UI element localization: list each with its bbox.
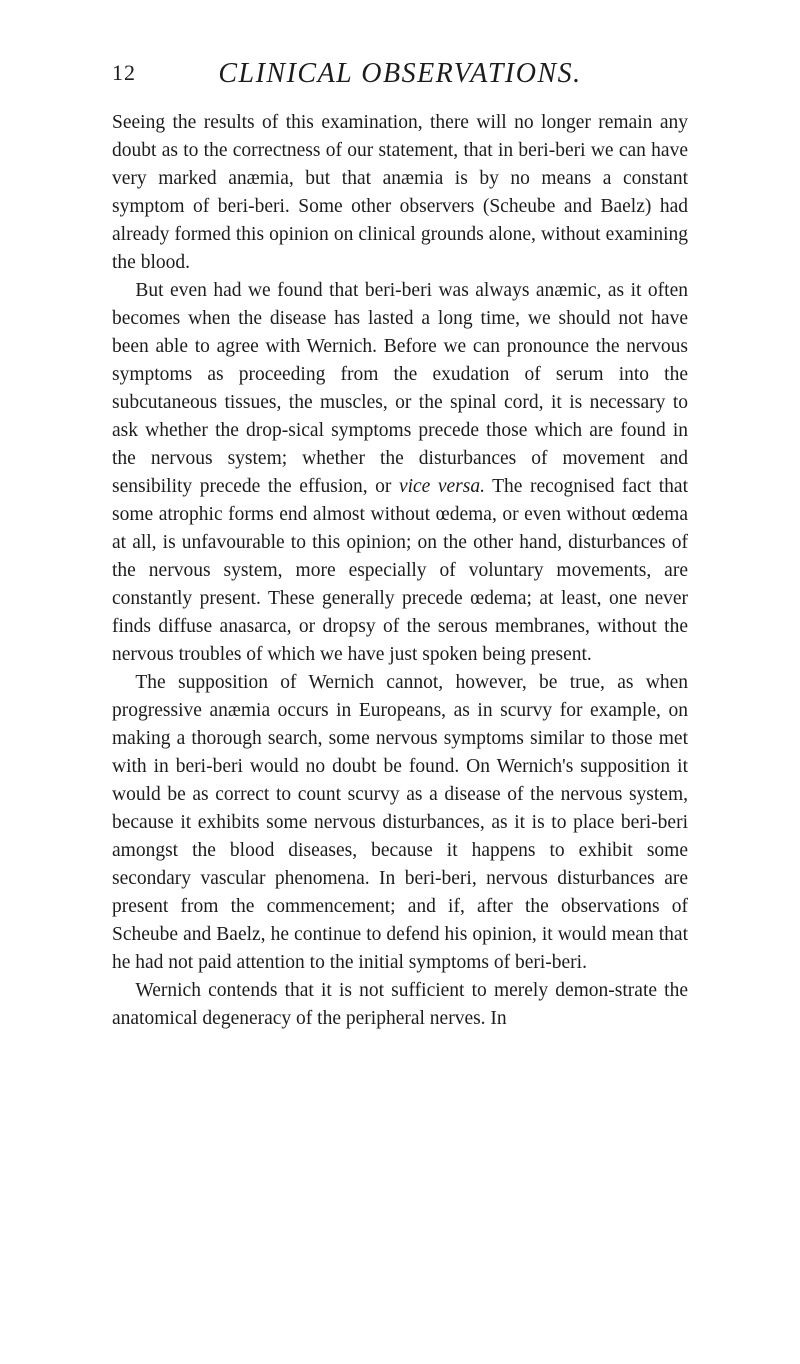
paragraph-2-italic: vice versa. — [398, 476, 485, 497]
page-number: 12 — [112, 60, 136, 85]
paragraph-2-text-cont: The recognised fact that some atrophic forms end almost without œdema, or even without œdema at all, is unfavourable to this opinion; on the other hand, disturbances of the nervous system, more especially of voluntary movements, are constantly present. These generally precede œdema; at least, one never finds diffuse anasarca, or dropsy of the serous membranes, without the nervous troubles of which we have just spoken being present. — [112, 476, 688, 665]
body-text — [112, 109, 688, 1033]
paragraph-3 — [112, 669, 688, 977]
running-head — [112, 60, 688, 92]
paragraph-2 — [112, 277, 688, 669]
paragraph-4-text: Wernich contends that it is not sufficient to merely demon-strate the anatomical degeneracy of the peripheral nerves. In — [112, 980, 688, 1029]
running-title: CLINICAL OBSERVATIONS. — [218, 58, 582, 89]
paragraph-1 — [112, 109, 688, 277]
paragraph-1-text: Seeing the results of this examination, there will no longer remain any doubt as to the correctness of our statement, that in beri-beri we can have very marked anæmia, but that anæmia is by no means a constant symptom of beri-beri. Some other observers (Scheube and Baelz) had already formed this opinion on clinical grounds alone, without examining the blood. — [112, 112, 688, 273]
paragraph-2-text: But even had we found that beri-beri was always anæmic, as it often becomes when the disease has lasted a long time, we should not have been able to agree with Wernich. Before we can pronounce the nervous symptoms as proceeding from the exudation of serum into the subcutaneous tissues, the muscles, or the spinal cord, it is necessary to ask whether the drop-sical symptoms precede those which are found in the nervous system; whether the disturbances of movement and sensibility precede the effusion, or — [112, 280, 688, 497]
paragraph-3-text: The supposition of Wernich cannot, however, be true, as when progressive anæmia occurs in Europeans, as in scurvy for example, on making a thorough search, some nervous symptoms similar to those met with in beri-beri would no doubt be found. On Wernich's supposition it would be as correct to count scurvy as a disease of the nervous system, because it exhibits some nervous disturbances, as it is to place beri-beri amongst the blood diseases, because it happens to exhibit some secondary vascular phenomena. In beri-beri, nervous disturbances are present from the commencement; and if, after the observations of Scheube and Baelz, he continue to defend his opinion, it would mean that he had not paid attention to the initial symptoms of beri-beri. — [112, 672, 688, 973]
paragraph-4 — [112, 977, 688, 1033]
